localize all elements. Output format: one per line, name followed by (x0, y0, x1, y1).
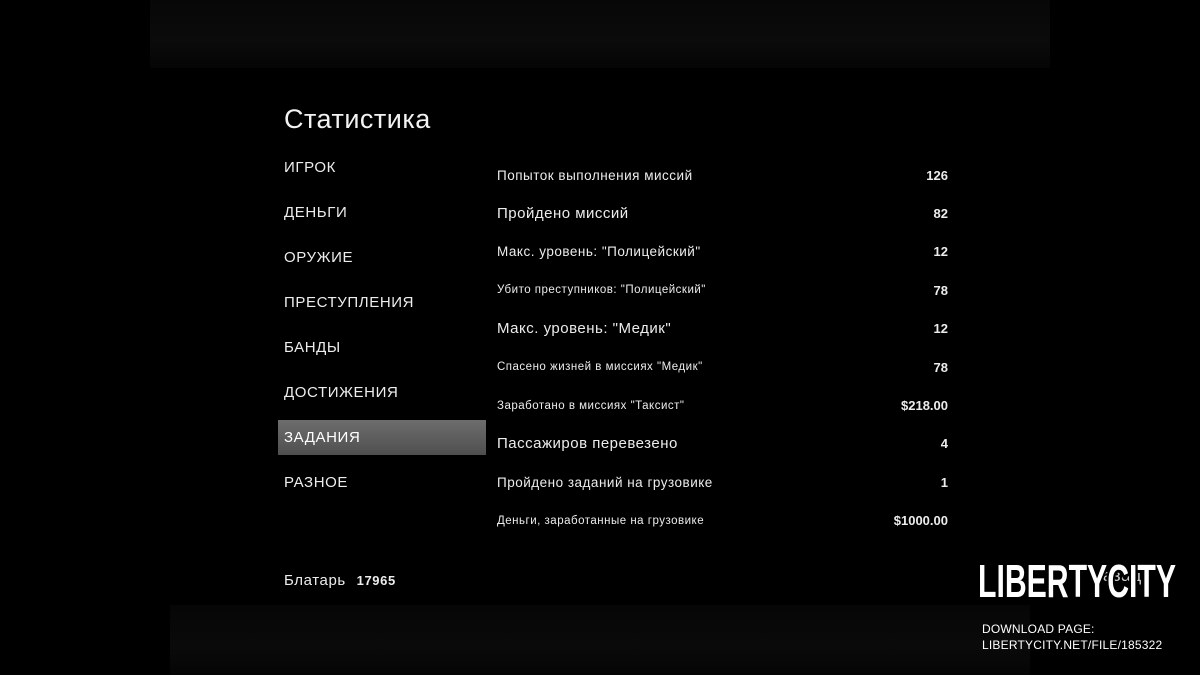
stat-value: 78 (933, 282, 948, 298)
stat-value: 12 (933, 321, 948, 337)
stat-label: Макс. уровень: "Полицейский" (497, 244, 701, 260)
stat-row (497, 502, 948, 540)
stat-label: Пассажиров перевезено (497, 435, 678, 453)
stat-label: Пройдено миссий (497, 205, 629, 223)
stat-row (497, 386, 948, 424)
stat-row (497, 271, 948, 309)
stat-value: $1000.00 (893, 513, 948, 529)
menu-item-missions[interactable]: ЗАДАНИЯ (278, 420, 486, 455)
stat-value: 1 (940, 474, 948, 490)
download-url: LIBERTYCITY.NET/FILE/185322 (982, 638, 1163, 652)
menu-item-crimes[interactable]: ПРЕСТУПЛЕНИЯ (284, 294, 415, 311)
stat-label: Деньги, заработанные на грузовике (497, 514, 705, 527)
menu-item-weapons[interactable]: ОРУЖИЕ (284, 249, 354, 266)
stats-category-menu (278, 150, 486, 510)
menu-item-money[interactable]: ДЕНЬГИ (284, 204, 348, 221)
stat-value: 4 (940, 436, 948, 452)
stat-value: 126 (926, 167, 948, 183)
stat-row (497, 463, 948, 501)
stat-label: Макс. уровень: "Медик" (497, 320, 672, 338)
stat-row (497, 233, 948, 271)
stat-label: Заработано в миссиях "Таксист" (497, 399, 685, 412)
stat-value: $218.00 (901, 398, 948, 414)
stat-value: 78 (933, 359, 948, 375)
libertycity-logo-text: LIBERTYCITY (978, 555, 1176, 606)
stats-list (497, 156, 948, 540)
background-scene-top (150, 0, 1050, 68)
menu-item-achievements[interactable]: ДОСТИЖЕНИЯ (284, 384, 399, 401)
stat-label: Пройдено заданий на грузовике (497, 474, 713, 490)
stat-row (497, 194, 948, 232)
stat-row (497, 348, 948, 386)
stat-label: Убито преступников: "Полицейский" (497, 284, 706, 297)
libertycity-logo (976, 552, 1191, 606)
stat-label: Попыток выполнения миссий (497, 167, 693, 183)
page-title: Статистика (284, 104, 431, 134)
background-scene-bottom (170, 605, 1030, 675)
download-info (982, 621, 1162, 653)
stat-value: 82 (933, 206, 948, 222)
stat-row (497, 310, 948, 348)
rank-label: Блатарь (284, 572, 346, 589)
stat-label: Спасено жизней в миссиях "Медик" (497, 361, 703, 374)
download-label: DOWNLOAD PAGE: (982, 622, 1095, 636)
menu-item-misc[interactable]: РАЗНОЕ (284, 474, 349, 491)
stat-row (497, 425, 948, 463)
stat-row (497, 156, 948, 194)
back-button[interactable]: Назад (1090, 566, 1142, 585)
menu-item-player[interactable]: ИГРОК (284, 159, 336, 176)
stat-value: 12 (933, 244, 948, 260)
rank-value: 17965 (356, 573, 396, 588)
player-rank (284, 572, 396, 589)
menu-item-gangs[interactable]: БАНДЫ (284, 339, 341, 356)
